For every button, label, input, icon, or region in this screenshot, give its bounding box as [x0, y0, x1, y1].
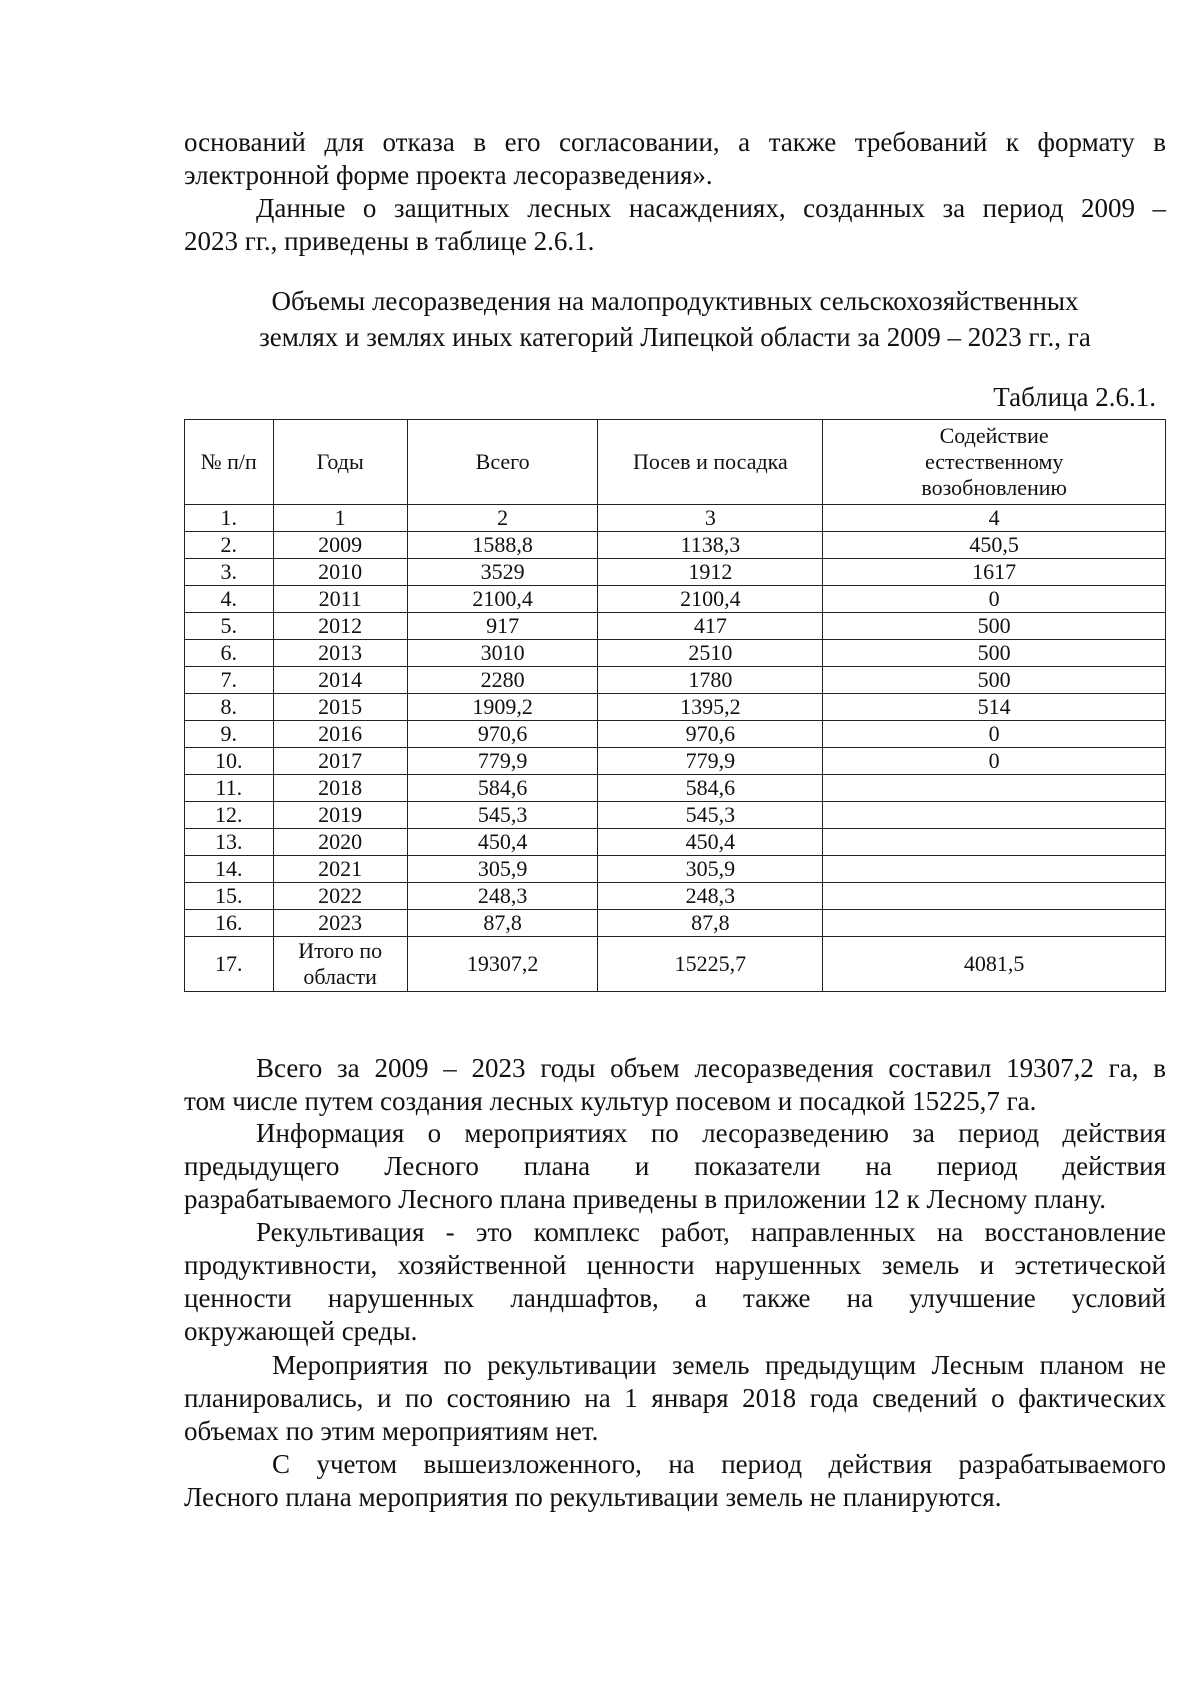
table-row — [185, 748, 1166, 775]
total-label-line: Итого по — [298, 938, 383, 963]
cell-total: 87,8 — [407, 910, 598, 937]
cell-sowing-planting: 450,4 — [598, 829, 823, 856]
cell-sowing-planting: 15225,7 — [598, 937, 823, 992]
cell-natural-regeneration — [823, 829, 1166, 856]
cell-sowing-planting: 1780 — [598, 667, 823, 694]
table-row — [185, 586, 1166, 613]
cell-number: 6. — [185, 640, 274, 667]
cell-year: 2016 — [273, 721, 407, 748]
cell-total: 248,3 — [407, 883, 598, 910]
cell-total: 917 — [407, 613, 598, 640]
cell-natural-regeneration: 500 — [823, 667, 1166, 694]
table-caption — [184, 283, 1166, 355]
cell-sowing-planting: 3 — [598, 505, 823, 532]
cell-sowing-planting: 417 — [598, 613, 823, 640]
cell-year: 2011 — [273, 586, 407, 613]
cell-total: 2 — [407, 505, 598, 532]
cell-number: 13. — [185, 829, 274, 856]
header-line: Содействие — [939, 423, 1049, 448]
cell-year: 2018 — [273, 775, 407, 802]
text-line: том числе путем создания лесных культур посевом и посадкой 15225,7 га. — [184, 1086, 1037, 1116]
text-line: окружающей среды. — [184, 1316, 418, 1346]
cell-total: 450,4 — [407, 829, 598, 856]
cell-number: 15. — [185, 883, 274, 910]
cell-total: 779,9 — [407, 748, 598, 775]
table-row — [185, 559, 1166, 586]
cell-number: 3. — [185, 559, 274, 586]
header-years: Годы — [273, 420, 407, 505]
text-line: Данные о защитных лесных насаждениях, созданных за период 2009 – — [256, 193, 1166, 223]
table-header-row — [185, 420, 1166, 505]
total-label-line: области — [303, 964, 377, 989]
cell-year: 2015 — [273, 694, 407, 721]
header-line: естественному — [924, 449, 1064, 474]
cell-year: 2012 — [273, 613, 407, 640]
text-line: Рекультивация - это комплекс работ, направленных на восстановление — [256, 1217, 1166, 1247]
cell-year: 2013 — [273, 640, 407, 667]
cell-natural-regeneration: 514 — [823, 694, 1166, 721]
cell-number: 14. — [185, 856, 274, 883]
cell-number: 9. — [185, 721, 274, 748]
cell-number: 7. — [185, 667, 274, 694]
table-row — [185, 532, 1166, 559]
table-row — [185, 802, 1166, 829]
cell-natural-regeneration: 4081,5 — [823, 937, 1166, 992]
cell-year: 2014 — [273, 667, 407, 694]
cell-total: 1909,2 — [407, 694, 598, 721]
cell-number: 12. — [185, 802, 274, 829]
cell-number: 2. — [185, 532, 274, 559]
text-line: оснований для отказа в его согласовании, а также требований к формату в — [184, 127, 1166, 157]
cell-sowing-planting: 305,9 — [598, 856, 823, 883]
table-row — [185, 775, 1166, 802]
cell-year: 2019 — [273, 802, 407, 829]
cell-natural-regeneration — [823, 802, 1166, 829]
table-row — [185, 721, 1166, 748]
cell-total: 3529 — [407, 559, 598, 586]
text-line: планировались, и по состоянию на 1 января 2018 года сведений о фактических — [184, 1383, 1166, 1413]
header-natural-regeneration — [823, 420, 1166, 505]
cell-natural-regeneration: 450,5 — [823, 532, 1166, 559]
cell-total: 19307,2 — [407, 937, 598, 992]
cell-sowing-planting: 1395,2 — [598, 694, 823, 721]
header-line: возобновлению — [921, 475, 1067, 500]
cell-number: 5. — [185, 613, 274, 640]
caption-line: землях и землях иных категорий Липецкой области за 2009 – 2023 гг., га — [259, 322, 1091, 352]
text-line: С учетом вышеизложенного, на период действия разрабатываемого — [272, 1449, 1166, 1479]
cell-year: 2023 — [273, 910, 407, 937]
text-line: электронной форме проекта лесоразведения». — [184, 160, 713, 190]
cell-year: 2009 — [273, 532, 407, 559]
cell-natural-regeneration — [823, 775, 1166, 802]
text-line: предыдущего Лесного плана и показатели на период действия — [184, 1151, 1166, 1181]
cell-natural-regeneration: 500 — [823, 613, 1166, 640]
text-line: Всего за 2009 – 2023 годы объем лесоразведения составил 19307,2 га, в — [256, 1053, 1166, 1083]
cell-number: 11. — [185, 775, 274, 802]
cell-total-label — [273, 937, 407, 992]
cell-total: 305,9 — [407, 856, 598, 883]
cell-sowing-planting: 2100,4 — [598, 586, 823, 613]
text-line: продуктивности, хозяйственной ценности нарушенных земель и эстетической — [184, 1250, 1166, 1280]
text-line: ценности нарушенных ландшафтов, а также на улучшение условий — [184, 1283, 1166, 1313]
cell-number: 8. — [185, 694, 274, 721]
cell-sowing-planting: 584,6 — [598, 775, 823, 802]
paragraph-summary — [184, 1052, 1166, 1118]
cell-sowing-planting: 87,8 — [598, 910, 823, 937]
text-line: разрабатываемого Лесного плана приведены в приложении 12 к Лесному плану. — [184, 1184, 1106, 1214]
table-total-row — [185, 937, 1166, 992]
cell-total: 2100,4 — [407, 586, 598, 613]
header-sowing-planting: Посев и посадка — [598, 420, 823, 505]
paragraph-table-intro — [184, 192, 1166, 258]
cell-natural-regeneration: 0 — [823, 586, 1166, 613]
cell-number: 16. — [185, 910, 274, 937]
paragraph-conclusion — [184, 1448, 1166, 1514]
text-line: объемах по этим мероприятиям нет. — [184, 1416, 599, 1446]
cell-natural-regeneration: 0 — [823, 721, 1166, 748]
cell-natural-regeneration: 500 — [823, 640, 1166, 667]
cell-natural-regeneration: 1617 — [823, 559, 1166, 586]
cell-natural-regeneration: 0 — [823, 748, 1166, 775]
text-line: 2023 гг., приведены в таблице 2.6.1. — [184, 226, 595, 256]
text-line: Мероприятия по рекультивации земель предыдущим Лесным планом не — [272, 1350, 1166, 1380]
cell-total: 3010 — [407, 640, 598, 667]
cell-sowing-planting: 1912 — [598, 559, 823, 586]
cell-sowing-planting: 248,3 — [598, 883, 823, 910]
cell-year: 2020 — [273, 829, 407, 856]
table-label: Таблица 2.6.1. — [993, 382, 1156, 412]
cell-natural-regeneration — [823, 910, 1166, 937]
cell-sowing-planting: 545,3 — [598, 802, 823, 829]
cell-year: 2021 — [273, 856, 407, 883]
table-row — [185, 613, 1166, 640]
cell-number: 17. — [185, 937, 274, 992]
table-row — [185, 640, 1166, 667]
table-row — [185, 856, 1166, 883]
paragraph-information — [184, 1117, 1166, 1216]
table-row — [185, 829, 1166, 856]
table-row — [185, 694, 1166, 721]
text-line: Лесного плана мероприятия по рекультивации земель не планируются. — [184, 1482, 1002, 1512]
cell-year: 2010 — [273, 559, 407, 586]
cell-year: 2017 — [273, 748, 407, 775]
cell-sowing-planting: 2510 — [598, 640, 823, 667]
cell-total: 584,6 — [407, 775, 598, 802]
cell-year: 2022 — [273, 883, 407, 910]
header-total: Всего — [407, 420, 598, 505]
cell-total: 545,3 — [407, 802, 598, 829]
table-row — [185, 883, 1166, 910]
cell-year: 1 — [273, 505, 407, 532]
cell-total: 970,6 — [407, 721, 598, 748]
cell-number: 1. — [185, 505, 274, 532]
cell-number: 10. — [185, 748, 274, 775]
table-row — [185, 667, 1166, 694]
cell-sowing-planting: 970,6 — [598, 721, 823, 748]
paragraph-recultivation — [184, 1216, 1166, 1348]
table-row — [185, 910, 1166, 937]
cell-total: 2280 — [407, 667, 598, 694]
cell-number: 4. — [185, 586, 274, 613]
caption-line: Объемы лесоразведения на малопродуктивных сельскохозяйственных — [271, 286, 1079, 316]
cell-total: 1588,8 — [407, 532, 598, 559]
text-line: Информация о мероприятиях по лесоразведению за период действия — [256, 1118, 1166, 1148]
paragraph-continuation — [184, 126, 1166, 192]
header-number: № п/п — [185, 420, 274, 505]
cell-natural-regeneration — [823, 856, 1166, 883]
cell-natural-regeneration — [823, 883, 1166, 910]
paragraph-previous-plan — [184, 1349, 1166, 1448]
table-row — [185, 505, 1166, 532]
afforestation-table — [184, 419, 1166, 992]
cell-sowing-planting: 779,9 — [598, 748, 823, 775]
cell-natural-regeneration: 4 — [823, 505, 1166, 532]
cell-sowing-planting: 1138,3 — [598, 532, 823, 559]
